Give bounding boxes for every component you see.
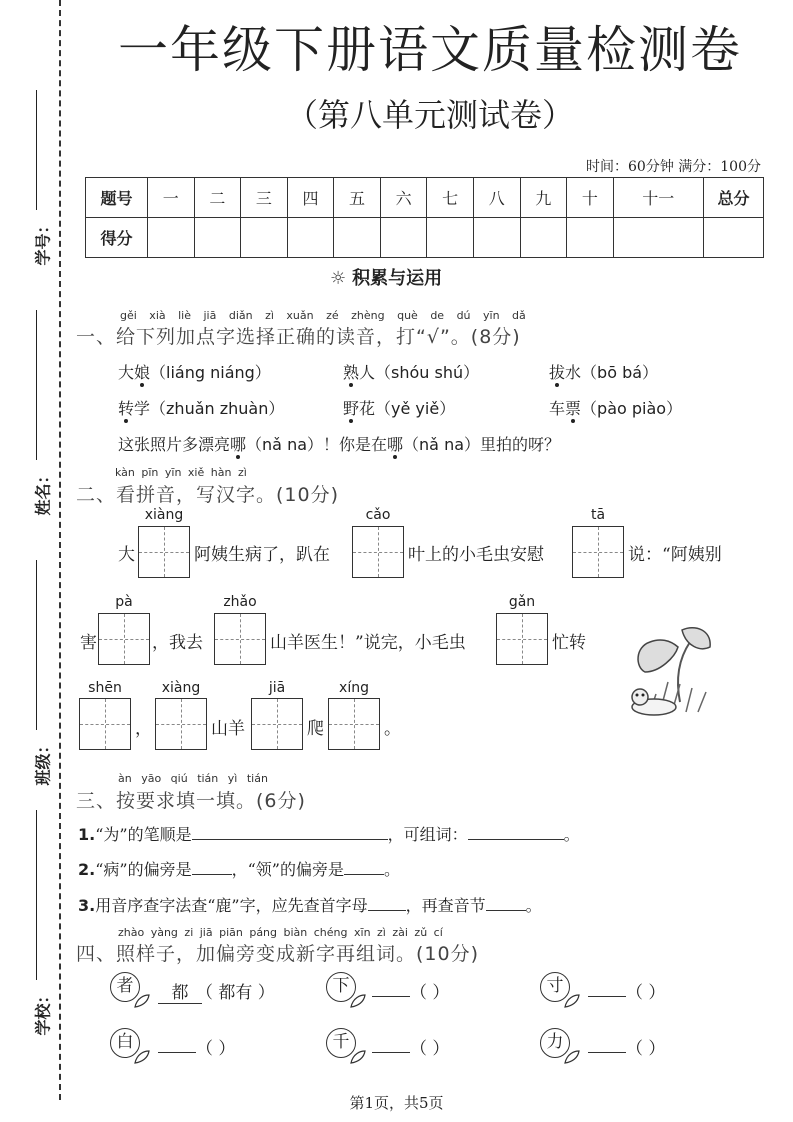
q3-text: 用音序查字法查“鹿”字，应先查首字母 — [95, 896, 368, 915]
q1-sentence-text: （nǎ na）！你是在 — [246, 435, 388, 454]
score-cell: 十 — [567, 178, 614, 218]
q1-item — [343, 396, 455, 419]
name-line — [36, 310, 37, 460]
q3-number: 3. — [78, 896, 96, 915]
answer-blank[interactable] — [372, 1052, 410, 1053]
leaf-icon — [134, 1050, 150, 1064]
score-input-cell[interactable] — [194, 218, 241, 258]
answer-blank[interactable] — [344, 874, 384, 875]
q1-options[interactable]: （shóu shú） — [375, 363, 480, 382]
base-char-circle: 力 — [540, 1028, 570, 1058]
q1-dotted-char: 哪 — [387, 435, 404, 454]
q2-text: 说：“阿姨别 — [628, 545, 722, 565]
answer-blank[interactable] — [368, 910, 406, 911]
q3-line-1 — [78, 822, 580, 845]
score-cell: 一 — [148, 178, 195, 218]
grid-pinyin: pà — [115, 594, 133, 610]
score-row-label: 得分 — [86, 218, 148, 258]
grid-pinyin: tā — [590, 507, 606, 523]
score-cell: 十一 — [613, 178, 703, 218]
caterpillar-leaf-illustration — [620, 622, 720, 722]
q1-char: 车 — [549, 399, 566, 418]
base-char-circle: 寸 — [540, 972, 570, 1002]
binding-dashed-line — [59, 0, 61, 1100]
q3-number: 2. — [78, 860, 96, 879]
answer-blank[interactable] — [588, 1052, 626, 1053]
q4-pinyin: zhào yàng zi jiā piān páng biàn chéng xīn zì zài zǔ cí — [118, 926, 443, 939]
score-header-row — [86, 178, 764, 218]
q1-options[interactable]: （zhuǎn zhuàn） — [150, 399, 285, 418]
q1-dotted-char: 拔 — [549, 363, 566, 382]
q1-sentence-text: 这张照片多漂亮 — [118, 435, 231, 454]
score-cell: 题号 — [86, 178, 148, 218]
q2-text: 叶上的小毛虫安慰 — [408, 545, 544, 565]
q4-title: 四、照样子，加偏旁变成新字再组词。(10分) — [76, 943, 480, 965]
q1-options[interactable]: （bō bá） — [581, 363, 659, 382]
score-cell: 五 — [334, 178, 381, 218]
grid-pinyin: zhǎo — [223, 594, 257, 610]
score-input-cell[interactable] — [287, 218, 334, 258]
answer-blank[interactable] — [372, 996, 410, 997]
grid-pinyin: cǎo — [365, 507, 391, 523]
score-cell: 总分 — [704, 178, 764, 218]
q2-title: 二、看拼音，写汉字。(10分) — [76, 484, 340, 506]
school-line — [36, 810, 37, 980]
section-heading — [330, 264, 442, 290]
q2-pinyin: kàn pīn yīn xiě hàn zì — [115, 466, 247, 479]
score-cell: 二 — [194, 178, 241, 218]
q2-text: 忙转 — [552, 633, 586, 653]
score-cell: 七 — [427, 178, 474, 218]
base-char-circle: 下 — [326, 972, 356, 1002]
score-input-cell[interactable] — [427, 218, 474, 258]
grid-pinyin: jiā — [268, 680, 286, 696]
score-input-cell[interactable] — [148, 218, 195, 258]
grid-pinyin: gǎn — [508, 594, 536, 610]
page-subtitle: （第八单元测试卷） — [285, 96, 574, 134]
score-value-row — [86, 218, 764, 258]
leaf-icon — [564, 994, 580, 1008]
q2-text: 。 — [384, 719, 401, 739]
answer-paren[interactable]: （ ） — [410, 1039, 450, 1059]
school-label: 学校： — [33, 987, 53, 1036]
q1-sentence — [118, 432, 560, 455]
q3-text: “病”的偏旁是 — [95, 860, 192, 879]
answer-blank[interactable] — [192, 839, 388, 840]
q2-text: 山羊 — [211, 719, 245, 739]
q1-dotted-char: 娘 — [134, 363, 151, 382]
writing-grid[interactable] — [251, 698, 303, 750]
score-cell: 三 — [241, 178, 288, 218]
q2-text: 大 — [118, 545, 135, 565]
leaf-icon — [564, 1050, 580, 1064]
q1-char: 大 — [118, 363, 135, 382]
base-char-circle: 千 — [326, 1028, 356, 1058]
score-input-cell[interactable] — [334, 218, 381, 258]
q1-item — [549, 360, 658, 383]
q2-text: 山羊医生！”说完，小毛虫 — [270, 633, 466, 653]
answer-blank[interactable] — [486, 910, 526, 911]
writing-grid[interactable] — [496, 613, 548, 665]
student-id-line — [36, 90, 37, 210]
base-char-circle: 白 — [110, 1028, 140, 1058]
score-table — [85, 177, 764, 258]
writing-grid[interactable] — [572, 526, 624, 578]
q1-options[interactable]: （liáng niáng） — [150, 363, 271, 382]
q1-item — [118, 360, 271, 383]
sun-icon: ☼ — [330, 268, 347, 289]
score-input-cell[interactable] — [613, 218, 703, 258]
writing-grid[interactable] — [155, 698, 207, 750]
grid-pinyin: xiàng — [144, 507, 184, 523]
answer-paren[interactable]: （ ） — [626, 1039, 666, 1059]
writing-grid[interactable] — [214, 613, 266, 665]
answer-paren[interactable]: （ ） — [626, 983, 666, 1003]
score-input-cell[interactable] — [380, 218, 427, 258]
q3-text: 。 — [563, 825, 580, 844]
q3-text: ，再查音节 — [405, 896, 486, 915]
q2-text: 阿姨生病了，趴在 — [194, 545, 330, 565]
q3-text: 。 — [525, 896, 542, 915]
q3-number: 1. — [78, 825, 96, 844]
score-cell: 九 — [520, 178, 567, 218]
writing-grid[interactable] — [352, 526, 404, 578]
answer-blank[interactable] — [468, 839, 564, 840]
time-info: 时间：60分钟 满分：100分 — [586, 159, 761, 175]
leaf-icon — [350, 1050, 366, 1064]
writing-grid[interactable] — [328, 698, 380, 750]
name-label: 姓名： — [33, 467, 53, 516]
q3-text: 。 — [383, 860, 400, 879]
answer-blank[interactable] — [588, 996, 626, 997]
q1-item — [549, 396, 682, 419]
page-title: 一年级下册语文质量检测卷 — [118, 21, 742, 79]
q1-dotted-char: 哪 — [230, 435, 247, 454]
q1-dotted-char: 票 — [565, 399, 582, 418]
grid-pinyin: xíng — [339, 680, 369, 696]
q1-dotted-char: 熟 — [343, 363, 360, 382]
q3-title: 三、按要求填一填。(6分) — [76, 790, 306, 812]
q3-line-2 — [78, 857, 400, 880]
q2-text: 爬 — [307, 719, 324, 739]
q3-line-3 — [78, 893, 542, 916]
score-input-cell[interactable] — [704, 218, 764, 258]
example-answer: 都 — [158, 978, 202, 1004]
class-label: 班级： — [33, 737, 53, 786]
q3-text: ，可组词： — [387, 825, 468, 844]
q1-item — [343, 360, 479, 383]
q1-char: 人 — [359, 363, 376, 382]
answer-paren[interactable]: （ ） — [196, 1039, 236, 1059]
score-cell: 四 — [287, 178, 334, 218]
q1-options[interactable]: （yě yiě） — [375, 399, 456, 418]
answer-paren[interactable]: （ ） — [410, 983, 450, 1003]
q1-char: 花 — [359, 399, 376, 418]
q3-text: ，“领”的偏旁是 — [231, 860, 344, 879]
leaf-icon — [350, 994, 366, 1008]
q1-dotted-char: 转 — [118, 399, 135, 418]
example-word: （ 都有 ） — [196, 983, 275, 1003]
q3-text: “为”的笔顺是 — [95, 825, 192, 844]
q2-text: ， — [135, 719, 152, 739]
q1-pinyin: gěi xià liè jiā diǎn zì xuǎn zé zhèng què de dú yīn dǎ — [120, 309, 526, 322]
writing-grid[interactable] — [98, 613, 150, 665]
section-title: 积累与运用 — [352, 268, 443, 289]
q1-dotted-char: 野 — [343, 399, 360, 418]
q2-text: 害 — [80, 633, 97, 653]
grid-pinyin: shēn — [88, 680, 122, 696]
q1-char: 学 — [134, 399, 151, 418]
answer-blank[interactable] — [192, 874, 232, 875]
score-input-cell[interactable] — [567, 218, 614, 258]
q1-char: 水 — [565, 363, 582, 382]
student-id-label: 学号： — [33, 217, 53, 266]
writing-grid[interactable] — [138, 526, 190, 578]
base-char-circle: 者 — [110, 972, 140, 1002]
answer-blank[interactable] — [158, 1052, 196, 1053]
q1-sentence-text: （nǎ na）里拍的呀？ — [403, 435, 561, 454]
leaf-icon — [134, 994, 150, 1008]
score-input-cell[interactable] — [473, 218, 520, 258]
class-line — [36, 560, 37, 730]
score-input-cell[interactable] — [241, 218, 288, 258]
grid-pinyin: xiàng — [161, 680, 201, 696]
q1-item — [118, 396, 284, 419]
q1-options[interactable]: （pào piào） — [581, 399, 683, 418]
score-input-cell[interactable] — [520, 218, 567, 258]
writing-grid[interactable] — [79, 698, 131, 750]
score-cell: 八 — [473, 178, 520, 218]
q2-text: ，我去 — [152, 633, 203, 653]
page-footer: 第1页，共5页 — [349, 1094, 444, 1112]
score-cell: 六 — [380, 178, 427, 218]
q3-pinyin: àn yāo qiú tián yì tián — [118, 772, 268, 785]
q1-title: 一、给下列加点字选择正确的读音，打“√”。(8分) — [76, 326, 521, 348]
